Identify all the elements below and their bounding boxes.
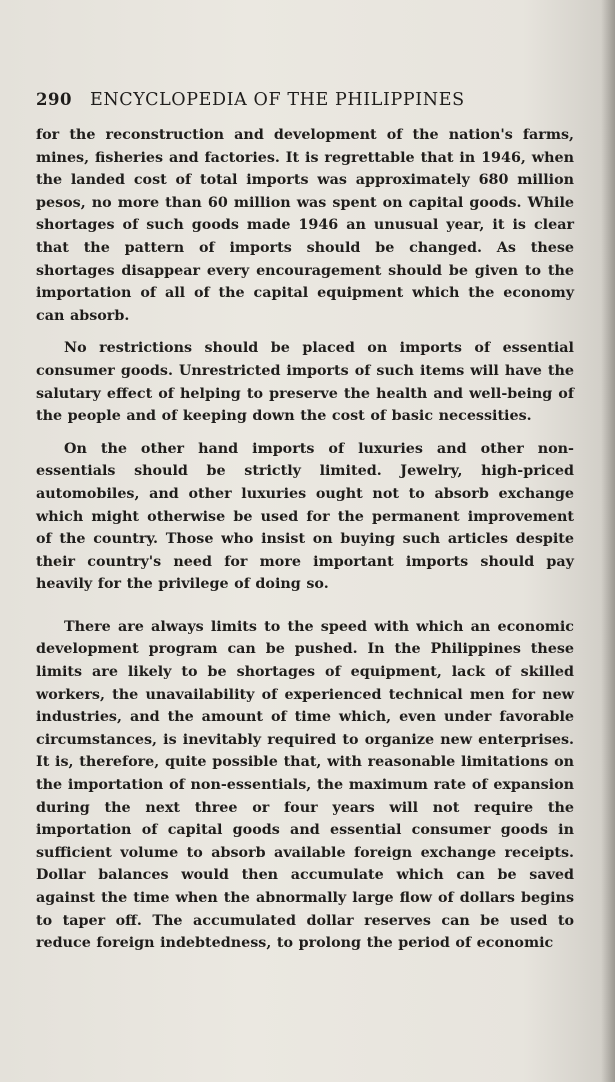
paragraph-3: On the other hand imports of luxuries and other non-essentials should be strictly limited. Jewelry, high-priced automobiles, and other luxuries ought not to absorb exchange which might otherwise be used for the permanent improvement of the country. Those who insist on buying such articles despite their country's need for more important imports should pay heavily for the privilege of doing so. (36, 440, 574, 593)
paragraph-1: for the reconstruction and development of the nation's farms, mines, fisheries and factories. It is regrettable that in 1946, when the landed cost of total imports was approximately 680 million pesos, no more than 60 million was spent on capital goods. While shortages of such goods made 1946 an unusual year, it is clear that the pattern of imports should be changed. As these shortages disappear every encouragement should be given to the importation of all of the capital equipment which the economy can absorb. (36, 127, 574, 324)
page-edge-shadow (601, 0, 615, 1082)
paragraph-2: No restrictions should be placed on imports of essential consumer goods. Unrestricted imports of such items will have the salutary effect of helping to preserve the health and well-being of the people and of keeping down the cost of basic necessities. (36, 340, 574, 425)
running-title: ENCYCLOPEDIA OF THE PHILIPPINES (89, 90, 465, 110)
paragraph-4: There are always limits to the speed with which an economic development program can be pushed. In the Philippines these limits are likely to be shortages of equipment, lack of skilled workers, the unavailability of experienced technical men for new industries, and the amount of time which, even under favorable circumstances, is inevitably required to organize new enterprises. It is, therefore, quite possible that, with reasonable limitations on the importation of non-essentials, the maximum rate of expansion during the next three or four years will not require the importation of capital goods and essential consumer goods in sufficient volume to absorb available foreign exchange receipts. Dollar balances would then accumulate which can be saved against the time when the abnormally large flow of dollars begins to taper off. The accumulated dollar reserves can be used to reduce foreign indebtedness, to prolong the period of economic (36, 618, 574, 952)
running-header (36, 90, 574, 110)
page-number: 290 (36, 90, 72, 109)
page-content (36, 90, 574, 955)
